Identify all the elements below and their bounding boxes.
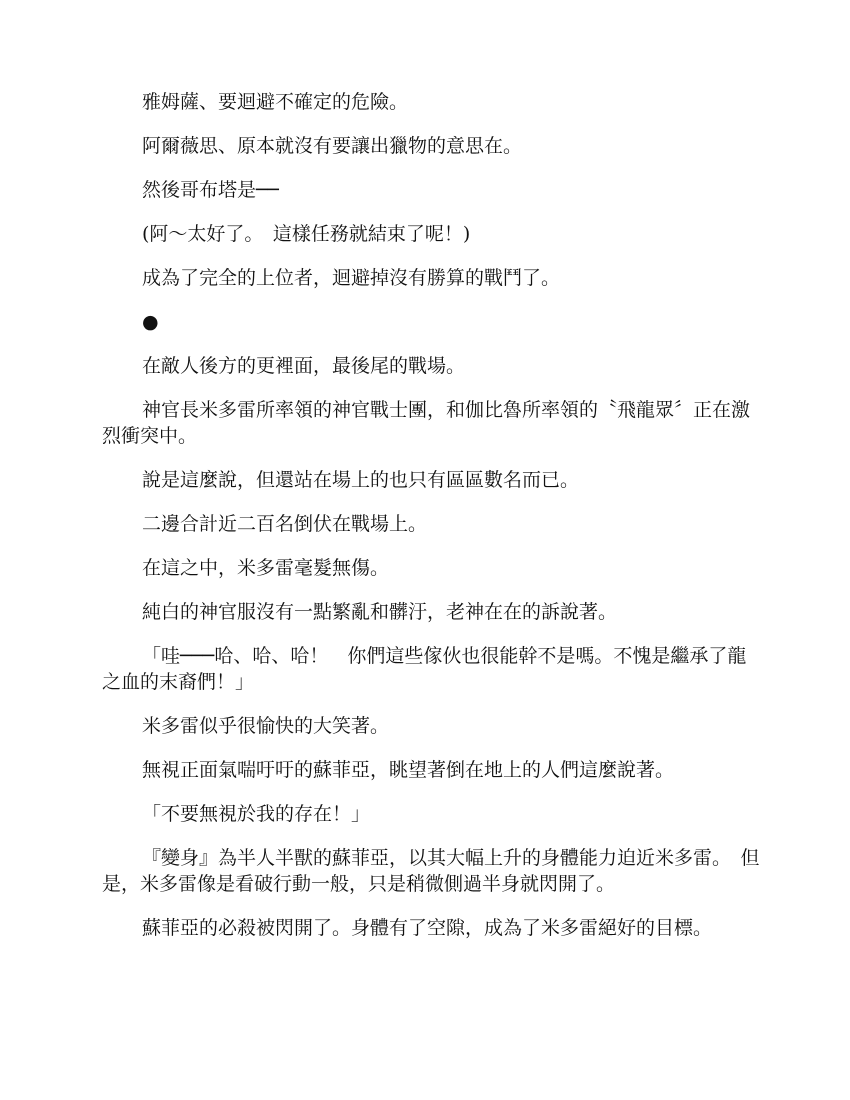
paragraph: 「不要無視於我的存在！」 (142, 803, 371, 825)
document-page (102, 89, 762, 959)
paragraph: 「哇───哈、哈、哈！ 你們這些傢伙也很能幹不是嗎。不愧是繼承了龍之血的末裔們！」 (102, 645, 747, 693)
paragraph: 米多雷似乎很愉快的大笑著。 (142, 715, 390, 737)
paragraph: 成為了完全的上位者，迴避掉沒有勝算的戰鬥了。 (142, 267, 561, 289)
paragraph: 然後哥布塔是── (142, 179, 279, 201)
paragraph: 蘇菲亞的必殺被閃開了。身體有了空隙，成為了米多雷絕好的目標。 (142, 917, 713, 939)
paragraph: 在敵人後方的更裡面，最後尾的戰場。 (142, 355, 466, 377)
section-break-bullet: ● (142, 311, 159, 333)
paragraph: 說是這麼說，但還站在場上的也只有區區數名而已。 (142, 469, 580, 491)
paragraph: 『變身』為半人半獸的蘇菲亞，以其大幅上升的身體能力迫近米多雷。 但是，米多雷像是看破行動一般，只是稍微側過半身就閃開了。 (102, 847, 760, 895)
paragraph: 雅姆薩、要迴避不確定的危險。 (142, 91, 409, 113)
paragraph: 純白的神官服沒有一點繁亂和髒汙，老神在在的訴說著。 (142, 601, 618, 623)
paragraph: 神官長米多雷所率領的神官戰士團，和伽比魯所率領的〝飛龍眾〞正在激烈衝突中。 (102, 399, 751, 447)
paragraph: 在這之中，米多雷毫髮無傷。 (142, 557, 390, 579)
paragraph: 無視正面氣喘吁吁的蘇菲亞，眺望著倒在地上的人們這麼說著。 (142, 759, 675, 781)
paragraph: 二邊合計近二百名倒伏在戰場上。 (142, 513, 428, 535)
paragraph: (阿～太好了。 這樣任務就結束了呢！) (142, 223, 471, 245)
paragraph: 阿爾薇思、原本就沒有要讓出獵物的意思在。 (142, 135, 523, 157)
